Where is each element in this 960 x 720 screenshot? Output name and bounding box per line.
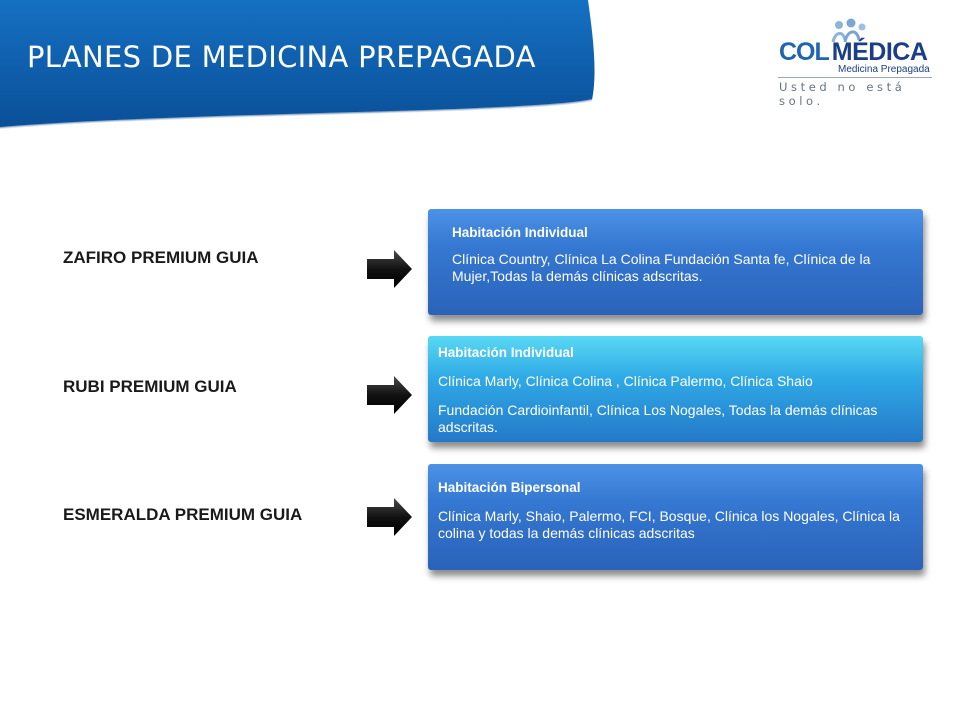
plan-room-type: Habitación Bipersonal: [438, 480, 581, 495]
arrow-right-icon: [366, 375, 414, 415]
logo-brand-right: MÉDICA: [831, 38, 928, 66]
arrow-right-icon: [366, 249, 414, 289]
logo-tagline: Usted no está solo.: [779, 80, 906, 108]
plan-clinics-text: Clínica Country, Clínica La Colina Fundación Santa fe, Clínica de la Mujer,Todas la demás clínicas adscritas.: [452, 251, 871, 284]
plan-room-type: Habitación Individual: [452, 225, 588, 240]
plan-name-rubi: RUBI PREMIUM GUIA: [63, 377, 237, 396]
plan-name-zafiro: ZAFIRO PREMIUM GUIA: [63, 248, 259, 267]
logo-divider: [778, 77, 932, 78]
plan-name-esmeralda: ESMERALDA PREMIUM GUIA: [63, 505, 303, 524]
logo-subtitle: Medicina Prepagada: [838, 64, 930, 75]
plan-clinics-text: Clínica Marly, Shaio, Palermo, FCI, Bosque, Clínica los Nogales, Clínica la colina y todas la demás clínicas adscritas: [438, 508, 900, 541]
plan-clinics-text: Fundación Cardioinfantil, Clínica Los Nogales, Todas la demás clínicas adscritas.: [438, 402, 878, 435]
plan-clinics-text: Clínica Marly, Clínica Colina , Clínica Palermo, Clínica Shaio: [438, 373, 813, 389]
page-title: PLANES DE MEDICINA PREPAGADA: [27, 40, 536, 74]
colmedica-logo: [775, 18, 935, 108]
plan-box-rubi: [428, 336, 923, 442]
logo-brand-left: COL: [779, 38, 829, 66]
plan-room-type: Habitación Individual: [438, 345, 574, 360]
plan-box-zafiro: [428, 209, 923, 315]
arrow-right-icon: [366, 497, 414, 537]
plan-box-esmeralda: [428, 464, 923, 570]
